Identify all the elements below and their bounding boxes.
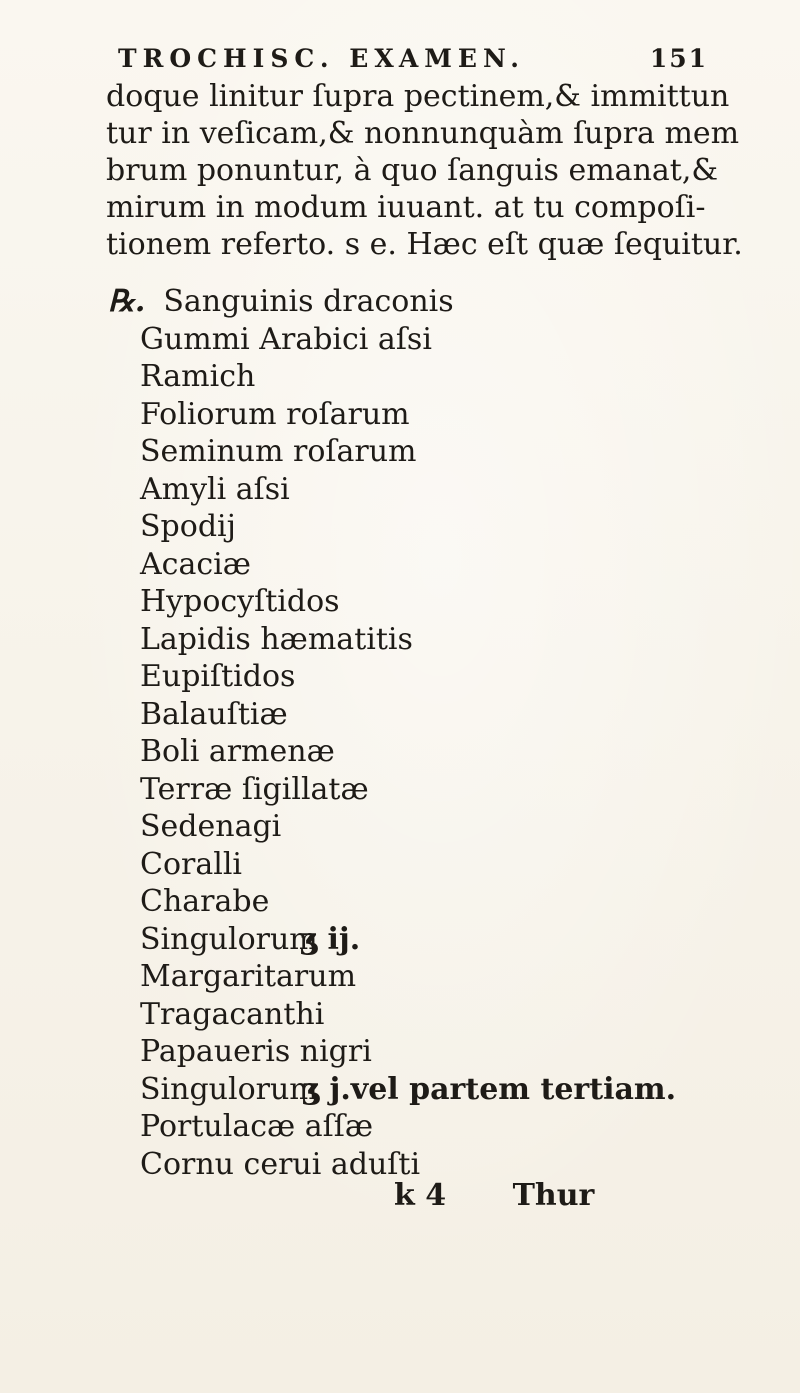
ingredient-name: Sanguinis draconis <box>163 284 454 319</box>
catchword: Thur <box>512 1178 595 1213</box>
recipe-item <box>112 883 712 921</box>
recipe-item <box>112 808 712 846</box>
recipe-item <box>112 921 712 959</box>
recipe-item <box>112 1108 712 1146</box>
running-title: TROCHISC. EXAMEN. <box>118 44 525 73</box>
ingredient-name: Boli armenæ <box>140 734 335 769</box>
recipe-item <box>112 358 712 396</box>
recipe-item <box>112 696 712 734</box>
recipe-symbol: ℞. <box>108 284 146 319</box>
prose-line: doque linitur ſupra pectinem,& immittun <box>106 79 730 114</box>
quantity-label: ʒ j.vel partem tertiam. <box>302 1071 677 1107</box>
ingredient-name: Hypocyſtidos <box>140 584 340 619</box>
ingredient-name: Papaueris nigri <box>140 1034 372 1069</box>
recipe-list <box>108 283 712 1183</box>
prose-paragraph <box>106 78 743 263</box>
ingredient-name: Ramich <box>140 359 256 394</box>
recipe-item <box>108 283 712 321</box>
ingredient-name: Terræ ſigillatæ <box>140 771 369 807</box>
recipe-item <box>112 996 712 1034</box>
ingredient-name: Seminum roſarum <box>140 434 417 469</box>
recipe-item <box>112 621 712 659</box>
recipe-item <box>112 1071 712 1109</box>
recipe-item <box>112 508 712 546</box>
ingredient-name: Balauſtiæ <box>140 696 288 732</box>
ingredient-name: Charabe <box>140 884 270 919</box>
recipe-item <box>112 846 712 884</box>
prose-line: tionem referto. s e. Hæc eſt quæ ſequitur. <box>106 227 743 262</box>
ingredient-name: Lapidis hæmatitis <box>140 621 413 657</box>
ingredient-name: Eupiſtidos <box>140 659 296 694</box>
recipe-item <box>112 771 712 809</box>
ingredient-name: Sedenagi <box>140 809 282 844</box>
prose-line: tur in veſicam,& nonnunquàm ſupra mem <box>106 116 740 151</box>
recipe-item <box>112 396 712 434</box>
ingredient-name: Coralli <box>140 846 243 882</box>
recipe-item <box>112 958 712 996</box>
recipe-item <box>112 583 712 621</box>
page-footer <box>394 1178 594 1213</box>
recipe-item <box>112 733 712 771</box>
ingredient-name: Margaritarum <box>140 959 357 994</box>
recipe-item <box>112 1033 712 1071</box>
ingredient-name: Amyli aſsi <box>140 471 290 507</box>
ingredient-name: Spodij <box>140 509 236 544</box>
ingredient-name: Singulorum <box>140 1071 318 1107</box>
recipe-item <box>112 546 712 584</box>
running-head <box>118 44 708 76</box>
page-number: 151 <box>649 44 708 73</box>
recipe-item <box>112 433 712 471</box>
ingredient-name: Acaciæ <box>140 546 251 582</box>
recipe-item <box>112 471 712 509</box>
ingredient-name: Portulacæ aſſæ <box>140 1109 374 1144</box>
ingredient-name: Tragacanthi <box>140 996 325 1032</box>
prose-line: brum ponuntur, à quo ſanguis emanat,& <box>106 153 719 188</box>
quantity-label: ʒ ij. <box>300 921 361 957</box>
ingredient-name: Gummi Arabici aſsi <box>140 321 432 357</box>
ingredient-name: Cornu cerui aduſti <box>140 1146 421 1182</box>
recipe-item <box>112 321 712 359</box>
ingredient-name: Foliorum roſarum <box>140 396 410 432</box>
ingredient-name: Singulorum <box>140 921 318 957</box>
signature-mark: k 4 <box>394 1178 447 1213</box>
prose-line: mirum in modum iuuant. at tu compoſi- <box>106 190 706 225</box>
recipe-item <box>112 658 712 696</box>
